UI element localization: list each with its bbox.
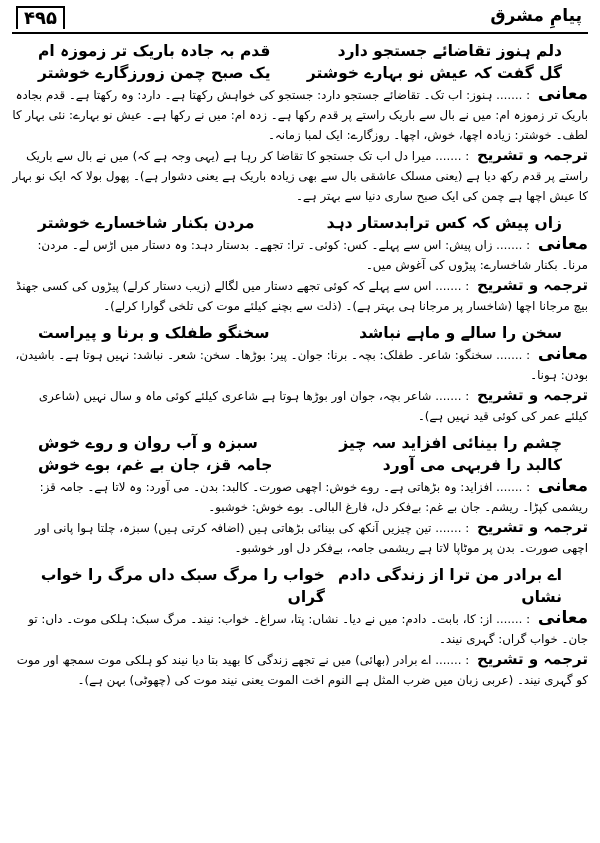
meanings-text: افزاید: وہ بڑھاتی ہے۔ روے خوش: اچھی صورت۔ کالبد: بدن۔ می آورد: وہ لاتا ہے۔ جامہ قز: ریشمی کپڑا۔ ریشم۔ جان بے غم: بےفکر دل، فارغ البالی۔ بوے خوش: خوشبو۔ — [39, 480, 588, 514]
verse-hemistich: زاں پیش کہ کس ترابدستار دہد — [326, 214, 562, 232]
page-number: ۴۹۵ — [16, 6, 65, 29]
translation-paragraph — [12, 145, 588, 206]
meanings-text: ہنوز: اب تک۔ تقاضائے جستجو دارد: جستجو کی خواہش رکھتا ہے۔ دارد: وہ رکھتا ہے۔ قدم بجادہ باریک تر زموزہ ام: میں نے بال سے باریک راستے پر قدم رکھا ہے۔ زدہ ام: میں نے رکھا ہے۔ عیش نو بہارے: نئی بہار کا لطف۔ خوشتر: زیادہ اچھا، خوش، اچھا۔ روزگارے: ایک لمبا زمانہ۔ — [12, 88, 588, 142]
separator: : ....... — [492, 612, 534, 626]
section — [12, 322, 588, 426]
verse-line — [12, 212, 588, 234]
section — [12, 564, 588, 690]
meanings-paragraph — [12, 234, 588, 275]
meanings-paragraph — [12, 84, 588, 145]
meanings-text: زاں پیش: اس سے پہلے۔ کس: کوئی۔ ترا: تجھے۔ بدستار دہد: وہ دستار میں اڑس لے۔ مردن: مرنا۔ بکنار شاخسارے: پیڑوں کی آغوش میں۔ — [37, 238, 588, 272]
translation-text: اے برادر (بھائی) میں نے تجھے زندگی کا بھید بتا دیا نیند کو ہلکی موت سمجھ اور موت کو گہری نیند۔ (عربی زبان میں ضرب المثل ہے النوم اخت الموت یعنی نیند موت کی (چھوٹی) بہن ہے)۔ — [16, 653, 588, 687]
verse-hemistich: اے برادر من ترا از زندگی دادم نشاں — [338, 566, 562, 606]
verse-line — [12, 62, 588, 84]
verse-hemistich: چشم را بینائی افزاید سہ چیز — [339, 434, 562, 452]
verse-line — [12, 40, 588, 62]
section — [12, 432, 588, 558]
verse-hemistich: سخن را سالے و ماہے نباشد — [359, 324, 562, 342]
maani-label: معانی — [537, 476, 588, 496]
separator: : ....... — [431, 653, 473, 667]
separator: : ....... — [492, 238, 534, 252]
maani-label: معانی — [537, 234, 588, 254]
verse-hemistich: یک صبح چمن زورزگارے خوشتر — [38, 64, 271, 82]
verse-hemistich: قدم بہ جادہ باریک تر زموزہ ام — [38, 42, 271, 60]
verse-hemistich: جامہ قز، جان بے غم، بوے خوش — [38, 456, 273, 474]
verse-line — [12, 322, 588, 344]
translation-text: شاعر بچہ، جوان اور بوڑھا ہوتا ہے شاعری کیلئے کوئی ماہ و سال نہیں (شاعری کیلئے عمر کی کوئی قید نہیں ہے)۔ — [38, 389, 588, 423]
page-header — [12, 6, 588, 34]
separator: : ....... — [492, 88, 534, 102]
separator: : ....... — [431, 389, 473, 403]
maani-label: معانی — [537, 344, 588, 364]
meanings-paragraph — [12, 608, 588, 649]
verse-hemistich: سبزہ و آب روان و روے خوش — [38, 434, 258, 452]
meanings-text: از: کا، بابت۔ دادم: میں نے دیا۔ نشاں: پتا، سراغ۔ خواب: نیند۔ مرگ سبک: ہلکی موت۔ داں: تو جان۔ خواب گراں: گہری نیند۔ — [28, 612, 588, 646]
separator: : ....... — [492, 480, 534, 494]
verse-hemistich: گل گفت کہ عیش نو بہارے خوشتر — [306, 64, 562, 82]
verse-hemistich: مردن بکنار شاخسارے خوشتر — [38, 214, 255, 232]
translation-text: میرا دل اب تک جستجو کا تقاضا کر رہا ہے (یہی وجہ ہے کہ) میں نے بال سے باریک راستے پر قدم رکھ دیا ہے (یعنی مسلک عاشقی بال سے بھی زیادہ باریک ہے یعنی دشوار ہے)۔ پھول بولا کہ ایک نو بہار کا عیش اچھا ہے چمن کی ایک صبح ساری دنیا سے بہتر ہے۔ — [12, 149, 588, 203]
verse-hemistich: کالبد را فربہی می آورد — [382, 456, 562, 474]
verse-line — [12, 432, 588, 454]
section — [12, 40, 588, 206]
separator: : ....... — [431, 149, 473, 163]
tarjuma-label: ترجمہ و تشریح — [476, 650, 588, 668]
tarjuma-label: ترجمہ و تشریح — [476, 276, 588, 294]
meanings-text: سخنگو: شاعر۔ طفلک: بچہ۔ برنا: جوان۔ پیر: بوڑھا۔ سخن: شعر۔ نباشد: نہیں ہوتا ہے۔ باشیدن، بودن: ہونا۔ — [15, 348, 588, 382]
translation-text: تین چیزیں آنکھ کی بینائی بڑھاتی ہیں (اضافہ کرتی ہیں) سبزہ، چلتا ہوا پانی اور اچھی صورت۔ بدن پر موٹاپا لاتا ہے ریشمی جامہ، بےفکر دل اور خوشبو۔ — [34, 521, 588, 555]
translation-paragraph — [12, 649, 588, 690]
meanings-paragraph — [12, 476, 588, 517]
translation-paragraph — [12, 517, 588, 558]
meanings-paragraph — [12, 344, 588, 385]
translation-text: اس سے پہلے کہ کوئی تجھے دستار میں لگالے (زیب دستار کرلے) پیڑوں کی کسی جھنڈ بیچ مرجانا اچھا (شاخسار پر مرجانا ہی بہتر ہے)۔ (ذلت سے بچنے کیلئے موت کی تلخی گوارا کرلے)۔ — [16, 279, 588, 313]
maani-label: معانی — [537, 608, 588, 628]
translation-paragraph — [12, 385, 588, 426]
verse-hemistich: خواب را مرگ سبک داں مرگ را خواب گراں — [40, 566, 325, 606]
separator: : ....... — [431, 279, 473, 293]
maani-label: معانی — [537, 84, 588, 104]
page-content — [12, 40, 588, 690]
separator: : ....... — [492, 348, 534, 362]
separator: : ....... — [431, 521, 473, 535]
verse-hemistich: سخنگو طفلک و برنا و پیراست — [38, 324, 270, 342]
tarjuma-label: ترجمہ و تشریح — [476, 146, 588, 164]
tarjuma-label: ترجمہ و تشریح — [476, 386, 588, 404]
section — [12, 212, 588, 316]
verse-hemistich: دلم ہنوز تقاضائے جستجو دارد — [337, 42, 562, 60]
verse-line — [12, 454, 588, 476]
book-title: پیامِ مشرق — [490, 6, 582, 26]
tarjuma-label: ترجمہ و تشریح — [476, 518, 588, 536]
translation-paragraph — [12, 275, 588, 316]
verse-line — [12, 564, 588, 608]
